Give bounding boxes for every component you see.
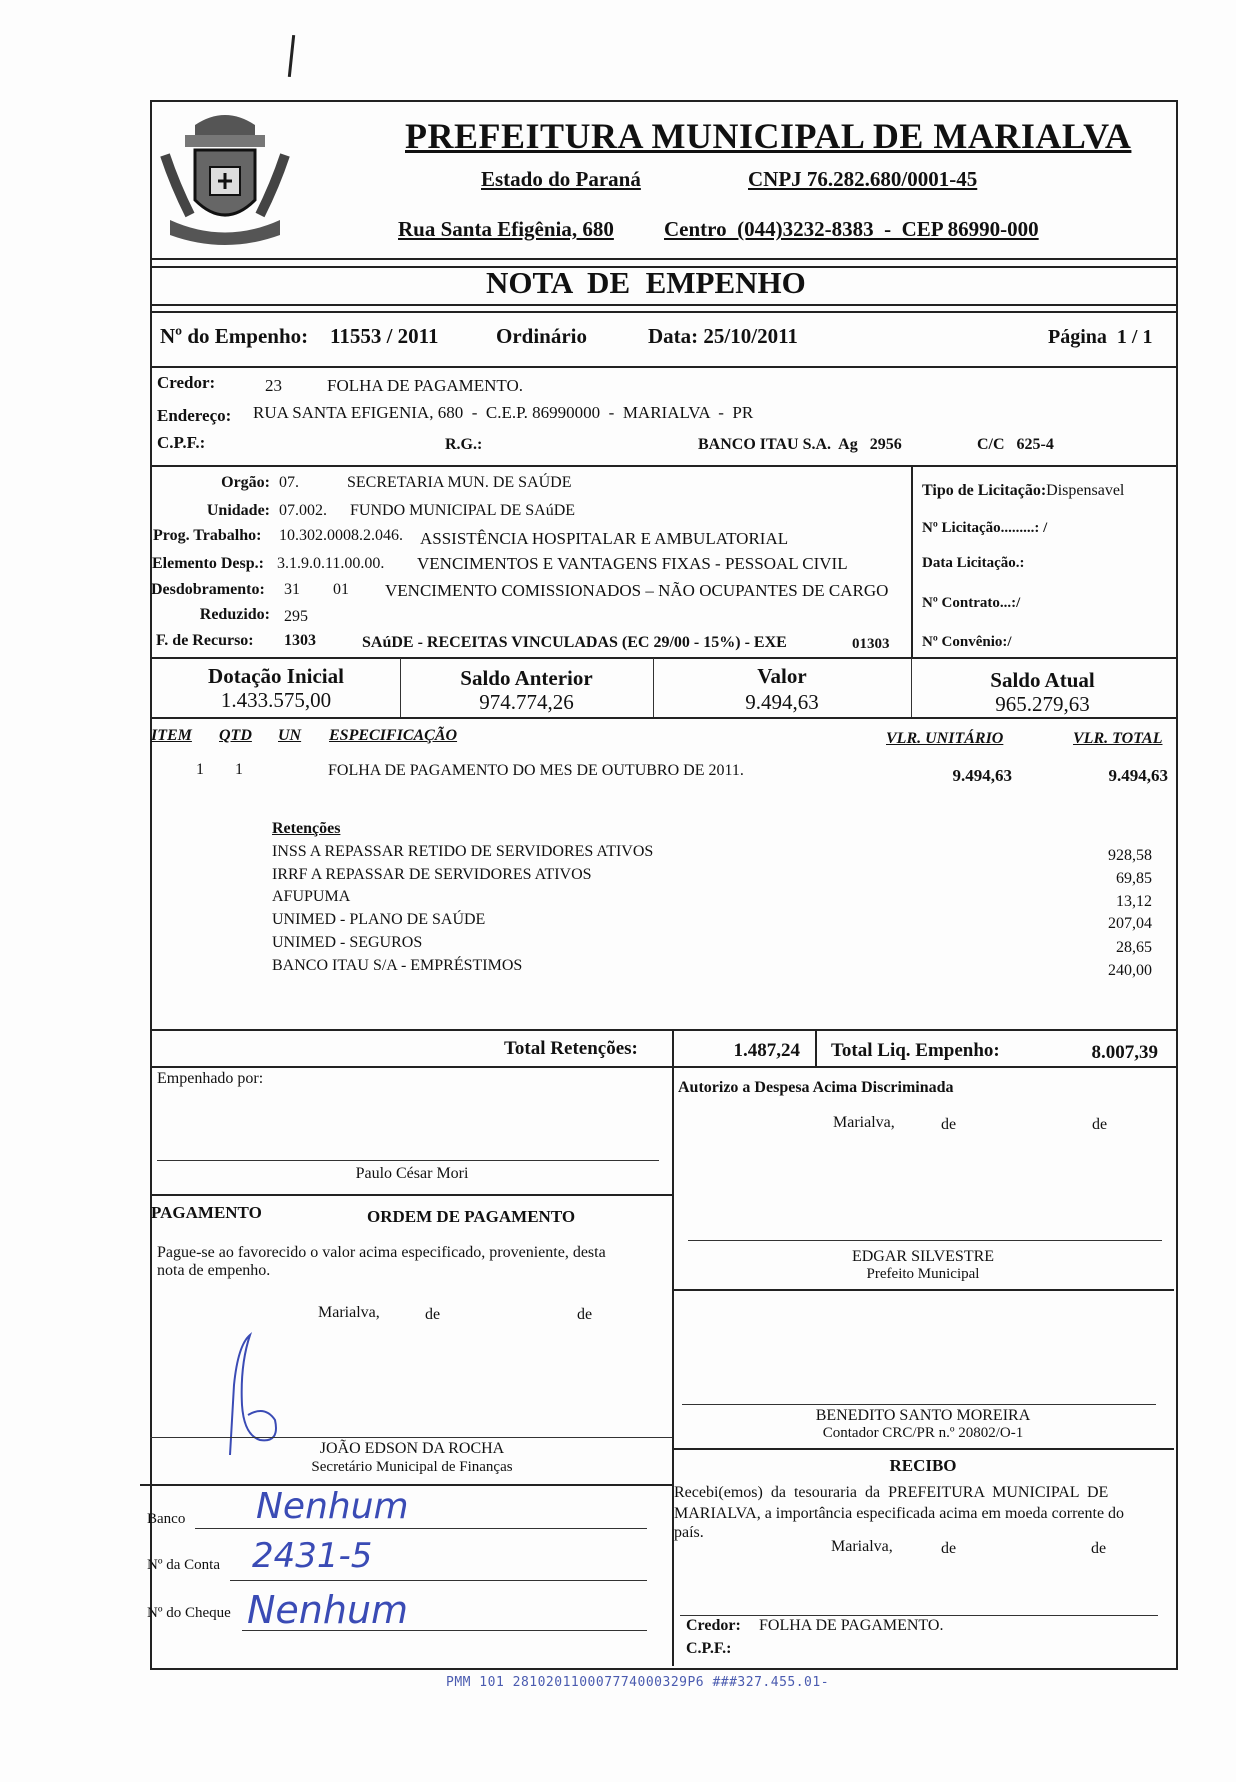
empenho-date: Data: 25/10/2011 [648,324,798,348]
prog-name: ASSISTÊNCIA HOSPITALAR E AMBULATORIAL [420,529,789,548]
signature-line [682,1404,1156,1405]
desdob-name: VENCIMENTO COMISSIONADOS – NÃO OCUPANTES DE CARGO [385,581,889,600]
prog-label: Prog. Trabalho: [153,527,262,544]
divider [150,311,1176,313]
retencao-value: 69,85 [1116,870,1152,887]
item-total-value: 9.494,63 [1108,766,1168,785]
divider [150,717,1176,719]
reduzido-label: Reduzido: [199,606,270,623]
retencao-desc: BANCO ITAU S/A - EMPRÉSTIMOS [272,957,523,974]
recibo-cpf-label: C.P.F.: [686,1640,732,1657]
dotacao-value: 1.433.575,00 [220,688,332,712]
secretario-role: Secretário Municipal de Finanças [311,1459,513,1475]
autorizo-de: de [941,1116,957,1133]
cnpj-label: CNPJ 76.282.680/0001-45 [748,167,978,191]
recibo-city: Marialva, [831,1538,893,1555]
reduzido-value: 295 [284,608,308,625]
rg-label: R.G.: [445,436,483,453]
valor-value: 9.494,63 [745,690,819,714]
bank-info: BANCO ITAU S.A. Ag 2956 [698,436,902,453]
col-vlr-total: VLR. TOTAL [1073,730,1163,747]
recurso-name: SAúDE - RECEITAS VINCULADAS (EC 29/00 - 15%) - EXE [362,634,787,651]
cheque-label: Nº do Cheque [147,1605,231,1621]
divider [672,1448,1174,1450]
retencao-value: 28,65 [1116,939,1152,956]
licitacao-tipo-value: Dispensavel [1046,482,1125,499]
conta-handwritten: 2431-5 [252,1536,373,1576]
signature-line [688,1240,1162,1241]
desdob-code1: 31 [284,581,300,598]
retencao-value: 928,58 [1108,847,1152,864]
autorizo-de: de [1092,1116,1108,1133]
cpf-label: C.P.F.: [157,433,206,452]
licitacao-data: Data Licitação.: [922,555,1025,571]
col-qtd: QTD [219,727,252,744]
state-label: Estado do Paraná [481,167,641,191]
recibo-de: de [1091,1540,1107,1557]
saldo-anterior-label: Saldo Anterior [460,666,593,690]
divider [150,1029,1176,1031]
divider [815,1030,817,1066]
recurso-code: 1303 [284,632,316,649]
empenho-label: Nº do Empenho: [160,324,309,348]
recurso-label: F. de Recurso: [156,632,254,649]
dotacao-label: Dotação Inicial [208,664,344,688]
unidade-label: Unidade: [206,502,270,519]
address-field-label: Endereço: [157,406,232,425]
saldo-atual-label: Saldo Atual [990,668,1095,692]
secretario-name: JOÃO EDSON DA ROCHA [319,1440,505,1457]
signature-line [150,1437,672,1438]
recibo-credor-name: FOLHA DE PAGAMENTO. [759,1617,944,1634]
contact-label: Centro (044)3232-8383 - CEP 86990-000 [664,217,1039,241]
credor-label: Credor: [157,373,216,392]
item-unit-value: 9.494,63 [952,766,1012,785]
elemento-name: VENCIMENTOS E VANTAGENS FIXAS - PESSOAL CIVIL [417,554,848,573]
prog-code: 10.302.0008.2.046. [279,527,403,544]
retencao-value: 13,12 [1116,893,1152,910]
divider [672,1030,674,1066]
item-qty: 1 [235,761,243,778]
recibo-text: MARIALVA, a importância especificada acima em moeda corrente do [674,1505,1125,1522]
col-especificacao: ESPECIFICAÇÃO [329,727,458,744]
ordem-pagamento-label: ORDEM DE PAGAMENTO [367,1207,576,1226]
recibo-credor-label: Credor: [686,1617,741,1634]
conta-line [230,1580,647,1581]
item-number: 1 [196,761,204,778]
convenio-number: Nº Convênio:/ [922,634,1012,650]
item-description: FOLHA DE PAGAMENTO DO MES DE OUTUBRO DE 2011. [328,762,744,779]
doc-title: NOTA DE EMPENHO [486,265,806,300]
prefeito-role: Prefeito Municipal [866,1266,980,1282]
empenhado-label: Empenhado por: [157,1070,264,1087]
divider [150,657,1176,659]
retencao-desc: IRRF A REPASSAR DE SERVIDORES ATIVOS [272,866,592,883]
signature-line [680,1615,1158,1616]
col-item: ITEM [151,727,192,744]
pagamento-city: Marialva, [318,1304,380,1321]
page-number: Página 1 / 1 [1048,326,1153,348]
recurso-code2: 01303 [852,636,890,652]
recibo-text: país. [674,1524,704,1541]
col-vlr-unitario: VLR. UNITÁRIO [886,730,1004,747]
pagamento-de: de [425,1306,441,1323]
banco-label: Banco [147,1511,186,1527]
divider [150,304,1176,306]
recibo-title: RECIBO [889,1456,957,1475]
address-label: Rua Santa Efigênia, 680 [398,217,614,241]
unidade-name: FUNDO MUNICIPAL DE SAúDE [350,502,576,519]
contador-name: BENEDITO SANTO MOREIRA [815,1407,1031,1424]
licitacao-numero: Nº Licitação.........: / [922,520,1048,536]
retencao-value: 240,00 [1108,962,1152,979]
orgao-name: SECRETARIA MUN. DE SAÚDE [347,474,572,491]
divider [150,366,1176,368]
recibo-de: de [941,1540,957,1557]
desdob-code2: 01 [333,581,349,598]
valor-label: Valor [757,664,807,688]
autorizo-city: Marialva, [833,1114,895,1131]
divider [672,1289,1174,1291]
total-retencoes-label: Total Retenções: [504,1038,638,1059]
cheque-handwritten: Nenhum [247,1588,409,1632]
banco-line [195,1528,647,1529]
licitacao-tipo [922,482,1124,500]
saldo-anterior-value: 974.774,26 [479,690,574,714]
divider [150,465,1176,467]
coat-of-arms [155,105,295,255]
conta-label: Nº da Conta [147,1557,220,1573]
retencoes-title: Retenções [272,820,341,837]
retencao-desc: UNIMED - PLANO DE SAÚDE [272,911,486,928]
orgao-code: 07. [279,474,299,491]
recibo-text: Recebi(emos) da tesouraria da PREFEITURA MUNICIPAL DE [674,1484,1109,1501]
retencao-desc: INSS A REPASSAR RETIDO DE SERVIDORES ATIVOS [272,843,654,860]
empenho-number: 11553 / 2011 [330,324,439,348]
total-retencoes-value: 1.487,24 [733,1040,800,1061]
prefeito-name: EDGAR SILVESTRE [851,1248,995,1265]
credor-code: 23 [265,376,282,395]
saldo-atual-value: 965.279,63 [995,692,1090,716]
retencao-desc: AFUPUMA [272,888,351,905]
total-liquido-value: 8.007,39 [1091,1042,1158,1063]
pagamento-text: nota de empenho. [157,1262,271,1279]
account-info: C/C 625-4 [977,436,1054,453]
page-title: PREFEITURA MUNICIPAL DE MARIALVA [405,116,1132,156]
divider [911,466,913,658]
retencao-desc: UNIMED - SEGUROS [272,934,423,951]
retencao-value: 207,04 [1108,915,1152,932]
col-un: UN [278,727,302,744]
licitacao-tipo-label: Tipo de Licitação: [922,482,1047,499]
signature-line [157,1160,659,1161]
divider [150,1066,1176,1068]
credor-address: RUA SANTA EFIGENIA, 680 - C.E.P. 86990000 - MARIALVA - PR [253,403,754,422]
empenhado-name: Paulo César Mori [355,1165,469,1182]
divider [672,1067,674,1666]
autorizo-label: Autorizo a Despesa Acima Discriminada [678,1079,954,1096]
empenho-type: Ordinário [496,324,588,348]
divider [150,1194,672,1196]
elemento-label: Elemento Desp.: [152,555,264,572]
orgao-label: Orgão: [221,474,270,491]
banco-handwritten: Nenhum [256,1486,409,1527]
contrato-number: Nº Contrato...:/ [922,595,1021,611]
credor-name: FOLHA DE PAGAMENTO. [327,376,523,395]
ink-mark [288,35,295,77]
pagamento-de: de [577,1306,593,1323]
pagamento-text: Pague-se ao favorecido o valor acima especificado, proveniente, desta [157,1244,606,1261]
divider [150,258,1176,260]
total-liquido-label: Total Liq. Empenho: [831,1040,1000,1061]
elemento-code: 3.1.9.0.11.00.00. [277,555,385,572]
footer-code: PMM 101 281020110007774000329P6 ###327.455.01- [446,1675,830,1690]
contador-role: Contador CRC/PR n.º 20802/O-1 [822,1425,1024,1441]
pagamento-label: PAGAMENTO [151,1203,262,1222]
desdob-label: Desdobramento: [151,581,265,598]
unidade-code: 07.002. [279,502,327,519]
